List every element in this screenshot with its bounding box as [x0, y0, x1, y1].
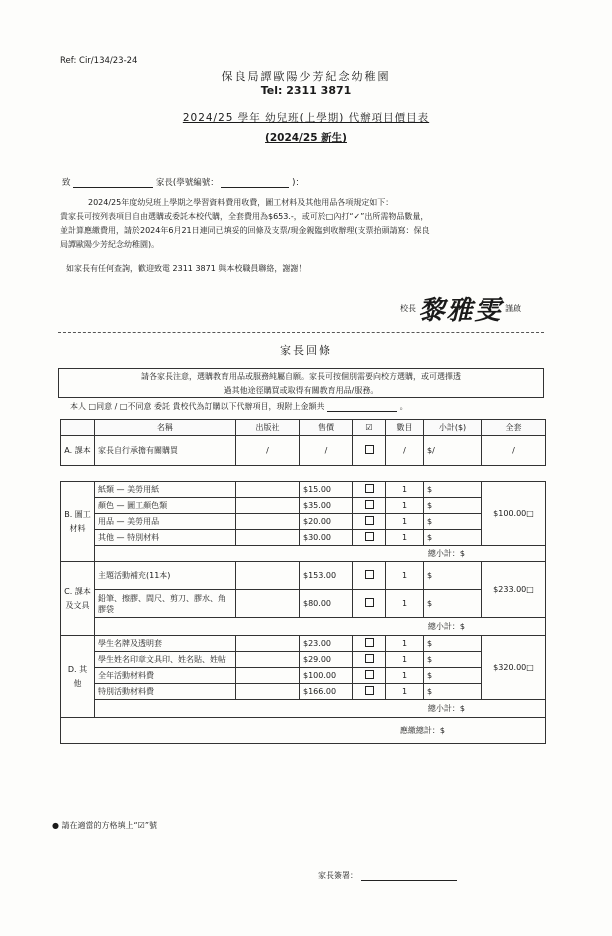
item-quantity: 1: [386, 636, 424, 652]
signature-suffix: 謹啟: [505, 304, 522, 313]
item-quantity: 1: [386, 498, 424, 514]
section-b-total-row: [61, 546, 546, 562]
header-name: 名稱: [95, 420, 236, 436]
header-check: ☑: [353, 420, 386, 436]
item-name: 其他 — 特別材料: [95, 530, 236, 546]
section-a-set: /: [482, 436, 546, 466]
reference-number: Ref: Cir/134/23-24: [60, 56, 138, 66]
item-checkbox[interactable]: [365, 516, 374, 525]
tear-off-line: [58, 332, 544, 333]
section-a-publisher: /: [236, 436, 300, 466]
section-d-set-price[interactable]: $320.00□: [482, 636, 546, 700]
item-checkbox[interactable]: [365, 670, 374, 679]
item-price: $80.00: [300, 590, 353, 618]
item-name: 鉛筆、擦膠、間尺、剪刀、膠水、角膠袋: [95, 590, 236, 618]
section-c-total-row: [61, 618, 546, 636]
item-price: $20.00: [300, 514, 353, 530]
section-b-label: B. 圖工材料: [61, 482, 95, 562]
header-quantity: 數目: [386, 420, 424, 436]
letter-enquiry: 如家長有任何查詢，歡迎致電 2311 3871 與本校職員聯絡，謝謝！: [66, 264, 307, 273]
voluntary-notice-box: [58, 368, 544, 398]
amount-blank[interactable]: [327, 411, 397, 412]
letter-paragraph-4: 局譚歐陽少芳紀念幼稚園)。: [60, 240, 160, 249]
item-price: $15.00: [300, 482, 353, 498]
checkbox-instruction: [52, 820, 157, 831]
section-a-price: /: [300, 436, 353, 466]
item-quantity: 1: [386, 652, 424, 668]
item-name: 全年活動材料費: [95, 668, 236, 684]
salutation-close: )：: [292, 178, 304, 188]
section-a-subtotal: $/: [424, 436, 482, 466]
table-row: [61, 562, 546, 590]
item-checkbox[interactable]: [365, 598, 374, 607]
student-number-blank[interactable]: [221, 187, 289, 188]
item-checkbox[interactable]: [365, 500, 374, 509]
item-name: 學生名牌及透明套: [95, 636, 236, 652]
item-subtotal: $: [424, 514, 482, 530]
principal-signature-block: [400, 290, 521, 327]
item-name: 用品 — 美勞用品: [95, 514, 236, 530]
consent-line: [70, 401, 408, 412]
header-price: 售價: [300, 420, 353, 436]
principal-signature: 黎雅雯: [418, 296, 503, 326]
item-subtotal: $: [424, 652, 482, 668]
price-list-table: [60, 419, 546, 744]
table-row: [61, 514, 546, 530]
document-subtitle: (2024/25 新生): [265, 132, 347, 144]
grand-total-row: [61, 718, 546, 744]
item-price: $166.00: [300, 684, 353, 700]
document-title: 2024/25 學年 幼兒班(上學期) 代辦項目價目表: [182, 112, 430, 124]
section-a-checkbox[interactable]: [365, 445, 374, 454]
item-quantity: 1: [386, 530, 424, 546]
table-row-section-a: [61, 436, 546, 466]
item-checkbox[interactable]: [365, 686, 374, 695]
item-quantity: 1: [386, 562, 424, 590]
letter-paragraph-1: 2024/25年度幼兒班上學期之學習資料費用收費，圖工材料及其他用品各項規定如下：: [88, 198, 394, 207]
item-subtotal: $: [424, 590, 482, 618]
parent-signature-label: 家長簽署：: [318, 871, 358, 880]
item-checkbox[interactable]: [365, 638, 374, 647]
item-price: $35.00: [300, 498, 353, 514]
item-quantity: 1: [386, 514, 424, 530]
item-checkbox[interactable]: [365, 570, 374, 579]
parent-signature-line: [318, 870, 457, 881]
header-publisher: 出版社: [236, 420, 300, 436]
item-quantity: 1: [386, 684, 424, 700]
parent-name-blank[interactable]: [73, 187, 153, 188]
item-price: $153.00: [300, 562, 353, 590]
section-d-total-row: [61, 700, 546, 718]
item-subtotal: $: [424, 562, 482, 590]
table-row: [61, 530, 546, 546]
section-c-total: 總小計：$: [95, 618, 546, 636]
table-row: [61, 668, 546, 684]
parent-signature-blank[interactable]: [361, 880, 457, 881]
consent-text: 本人 □同意 / □不同意 委託 貴校代為訂購以下代辦項目，現附上金額共: [70, 402, 325, 411]
item-subtotal: $: [424, 482, 482, 498]
principal-title: 校長: [400, 304, 416, 313]
item-name: 特別活動材料費: [95, 684, 236, 700]
letter-paragraph-3: 並計算應繳費用，請於2024年6月21日連同已填妥的回條及支票/現金親臨到收辦理(支票抬頭請寫：保良: [60, 226, 430, 235]
salutation-prefix: 致: [62, 178, 71, 188]
school-telephone: Tel: 2311 3871: [260, 84, 352, 97]
item-quantity: 1: [386, 590, 424, 618]
item-subtotal: $: [424, 636, 482, 652]
item-price: $29.00: [300, 652, 353, 668]
item-checkbox[interactable]: [365, 654, 374, 663]
item-checkbox[interactable]: [365, 484, 374, 493]
notice-line-1: 請各家長注意，選購教育用品或服務純屬自願。家長可按個別需要向校方選購，或可選擇透: [141, 372, 461, 381]
section-d-total: 總小計：$: [95, 700, 546, 718]
item-checkbox[interactable]: [365, 532, 374, 541]
table-row: [61, 652, 546, 668]
letter-paragraph-2: 貴家長可按列表項目自由選購或委託本校代購，全套費用為$653.-，或可於□內打“✓”出所需物品數量，: [60, 212, 429, 221]
section-b-set-price[interactable]: $100.00□: [482, 482, 546, 546]
header-section: [61, 420, 95, 436]
header-subtotal: 小計($): [424, 420, 482, 436]
section-d-label: D. 其他: [61, 636, 95, 718]
notice-line-2: 過其他途徑購買或取得有關教育用品/服務。: [223, 386, 379, 395]
item-price: $100.00: [300, 668, 353, 684]
instruction-text: 請在適當的方格填上“☑”號: [61, 821, 157, 830]
table-row: [61, 482, 546, 498]
item-name: 紙類 — 美勞用紙: [95, 482, 236, 498]
consent-end: 。: [399, 402, 408, 411]
reply-slip-title: 家長回條: [280, 344, 332, 357]
item-quantity: 1: [386, 482, 424, 498]
salutation-line: [62, 176, 304, 188]
item-subtotal: $: [424, 498, 482, 514]
table-header-row: [61, 420, 546, 436]
item-name: 學生姓名印章文具印、姓名貼、姓帖: [95, 652, 236, 668]
school-name: 保良局譚歐陽少芳紀念幼稚園: [221, 70, 391, 83]
item-subtotal: $: [424, 530, 482, 546]
section-c-label: C. 課本及文具: [61, 562, 95, 636]
section-c-set-price[interactable]: $233.00□: [482, 562, 546, 618]
header-full-set: 全套: [482, 420, 546, 436]
item-subtotal: $: [424, 684, 482, 700]
section-a-label: A. 課本: [61, 436, 95, 466]
section-a-quantity: /: [386, 436, 424, 466]
table-row: [61, 498, 546, 514]
grand-total: 應繳總計：$: [61, 718, 546, 744]
item-subtotal: $: [424, 668, 482, 684]
section-b-total: 總小計：$: [95, 546, 546, 562]
table-row: [61, 590, 546, 618]
table-row: [61, 636, 546, 652]
item-quantity: 1: [386, 668, 424, 684]
bullet-icon: ●: [52, 821, 59, 830]
item-price: $23.00: [300, 636, 353, 652]
table-row: [61, 684, 546, 700]
spacer-row: [61, 466, 546, 482]
item-name: 主題活動補充(11本): [95, 562, 236, 590]
salutation-suffix: 家長(學號編號：: [155, 178, 219, 188]
item-price: $30.00: [300, 530, 353, 546]
section-a-name: 家長自行承擔有關購買: [95, 436, 236, 466]
item-name: 顏色 — 圖工顏色類: [95, 498, 236, 514]
